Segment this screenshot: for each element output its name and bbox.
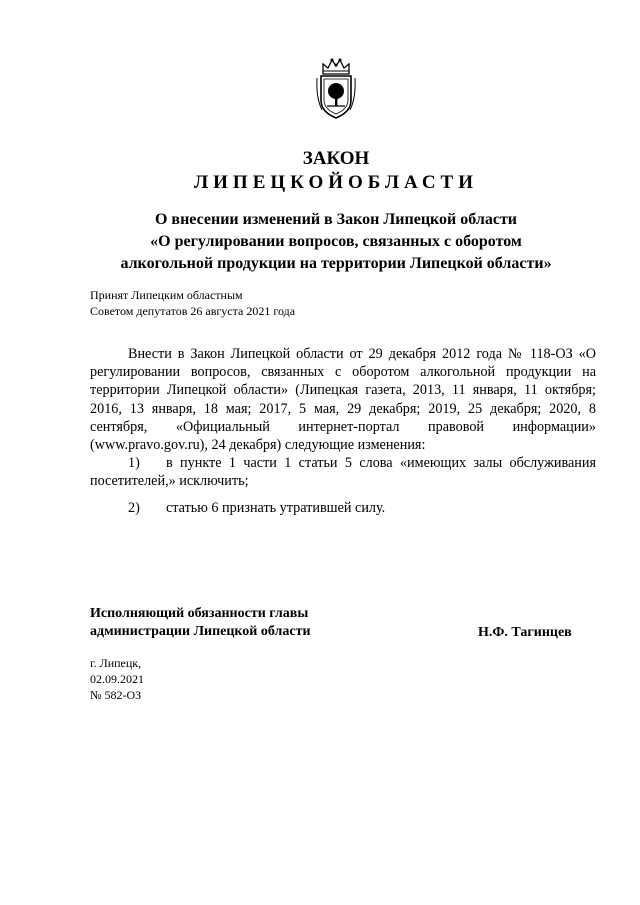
law-subject bbox=[90, 209, 582, 275]
signatory-name: Н.Ф. Тагинцев bbox=[478, 625, 572, 640]
position-line-2: администрации Липецкой области bbox=[90, 624, 311, 639]
item-text: статью 6 признать утратившей силу. bbox=[166, 499, 386, 516]
amendment-item bbox=[90, 454, 596, 490]
subject-line-2: «О регулировании вопросов, связанных с оборотом bbox=[150, 233, 522, 250]
adoption-line-1: Принят Липецким областным bbox=[90, 288, 243, 302]
document-footer bbox=[90, 655, 144, 703]
amendment-item bbox=[90, 499, 596, 517]
law-body bbox=[90, 345, 596, 517]
subject-line-1: О внесении изменений в Закон Липецкой области bbox=[154, 211, 518, 228]
signatory-position bbox=[90, 605, 311, 641]
lipetsk-coat-of-arms-icon bbox=[314, 56, 358, 120]
intro-paragraph: Внести в Закон Липецкой области от 29 декабря 2012 года № 118-ОЗ «О регулировании вопросов, связанных с оборотом алкогольной продукции на территории Липецкой области» (Липецкая газета, 2013, 11 января, 11 октября; 2016, 13 января, 18 мая; 2017, 5 мая, 29 декабря; 2019, 25 декабря; 2020, 8 сентября, «Официальный интернет-портал правовой информации» (www.pravo.gov.ru), 24 декабря) следующие изменения: bbox=[90, 346, 596, 454]
item-number: 1) bbox=[128, 455, 140, 472]
footer-date: 02.09.2021 bbox=[90, 672, 144, 686]
position-line-1: Исполняющий обязанности главы bbox=[90, 606, 309, 621]
footer-city: г. Липецк, bbox=[90, 656, 142, 670]
adoption-note bbox=[90, 287, 295, 319]
subject-line-3: алкогольной продукции на территории Липецкой области» bbox=[120, 255, 552, 272]
item-number: 2) bbox=[128, 499, 140, 516]
item-text: в пункте 1 части 1 статьи 5 слова «имеющих залы обслуживания посетителей,» исключить; bbox=[90, 455, 596, 490]
adoption-line-2: Советом депутатов 26 августа 2021 года bbox=[90, 304, 296, 318]
document-type-title: ЗАКОН bbox=[302, 148, 370, 169]
region-title: ЛИПЕЦКОЙОБЛАСТИ bbox=[194, 172, 478, 193]
footer-number: № 582-ОЗ bbox=[90, 688, 142, 702]
